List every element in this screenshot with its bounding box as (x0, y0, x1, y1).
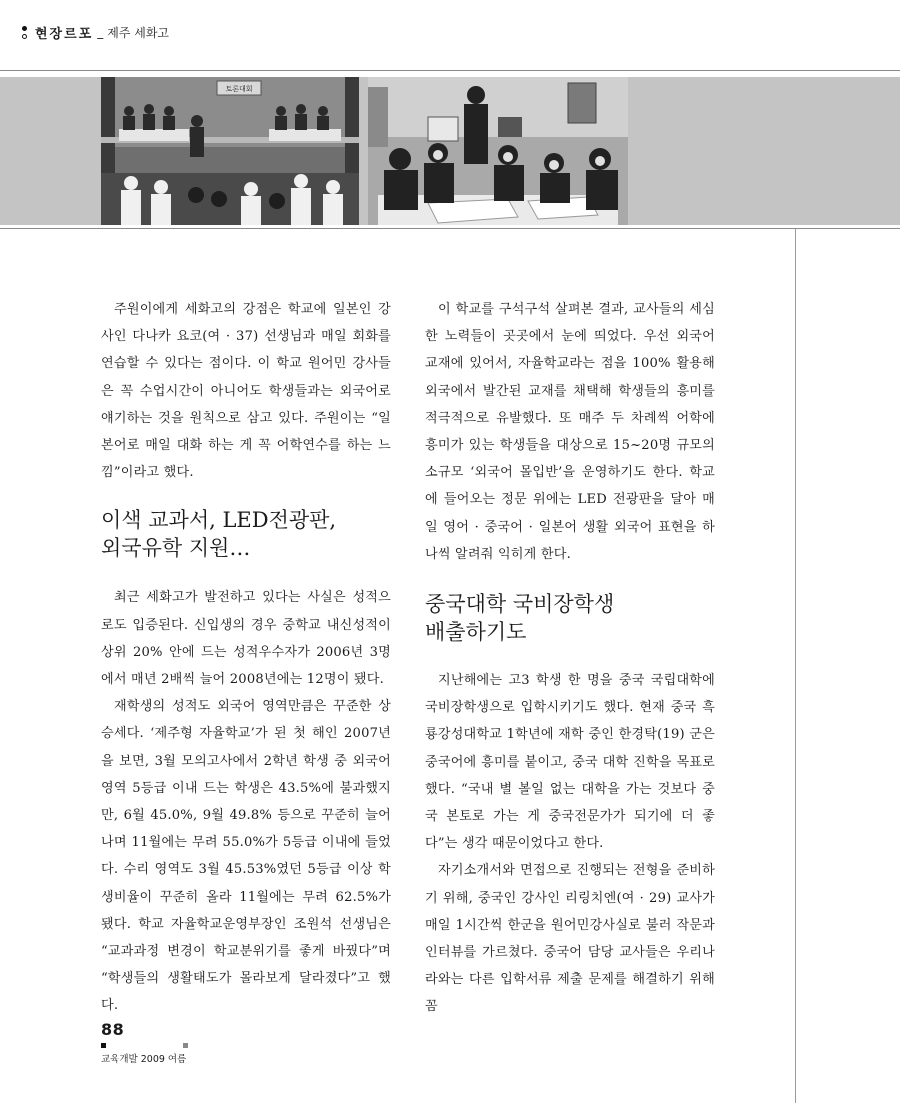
left-subheading (101, 506, 391, 562)
right-paragraph-2: 지난해에는 고3 학생 한 명을 중국 국립대학에 국비장학생으로 입학시키기도 했다. 현재 중국 흑룡강성대학교 1학년에 재학 중인 한경탁(19) 군은 중국어에 흥미를 붙이고, 중국 대학 진학을 목표로 했다. “국내 별 볼일 없는 대학을 가는 것보다 중국 본토로 가는 게 중국전문가가 되기에 더 좋다”는 생각 때문이었다고 한다. (425, 673, 715, 852)
right-paragraph-3: 자기소개서와 면접으로 진행되는 전형을 준비하기 위해, 중국인 강사인 리링치엔(여 · 29) 교사가 매일 1시간씩 한군을 원어민강사실로 불러 작문과 인터뷰를 가르쳤다. 중국어 담당 교사들은 우리나라와는 다른 입학서류 제출 문제를 해결하기 위해 꼼 (425, 863, 715, 1015)
section-label: 현장르포 (35, 26, 94, 42)
right-paragraph-1: 이 학교를 구석구석 살펴본 결과, 교사들의 세심한 노력들이 곳곳에서 눈에 띄었다. 우선 외국어 교재에 있어서, 자율학교라는 점을 100% 활용해 외국에서 발간된 교재를 채택해 학생들의 흥미를 적극적으로 유발했다. 또 매주 두 차례씩 어학에 흥미가 있는 학생들을 대상으로 15~20명 규모의 소규모 ‘외국어 몰입반’을 운영하기도 한다. 학교에 들어오는 정문 위에는 LED 전광판을 달아 매일 영어 · 중국어 · 일본어 생활 외국어 표현을 하나씩 알려줘 익히게 한다. (425, 302, 715, 562)
classroom-photo (368, 77, 628, 225)
right-subheading-line1: 중국대학 국비장학생 (425, 592, 615, 617)
margin-rule (795, 229, 796, 1103)
right-subheading (425, 590, 715, 646)
left-paragraph-2: 최근 세화고가 발전하고 있다는 사실은 성적으로도 입증된다. 신입생의 경우 중학교 내신성적이 상위 20% 안에 드는 성적우수자가 2006년 3명에서 매년 2배씩 늘어 2008년에는 12명이 됐다. (101, 590, 391, 688)
footer-marks (101, 1043, 191, 1051)
left-paragraph-1: 주원이에게 세화고의 강점은 학교에 일본인 강사인 다나카 요코(여 · 37) 선생님과 매일 회화를 연습할 수 있다는 점이다. 이 학교 원어민 강사들은 꼭 수업시간이 아니어도 학생들과는 외국어로 얘기하는 것을 원칙으로 삼고 있다. 주원이는 “일본어로 매일 대화 하는 게 꼭 어학연수를 하는 느낌”이라고 했다. (101, 302, 391, 481)
topic-label: 제주 세화고 (107, 25, 170, 40)
right-column (425, 296, 715, 1021)
left-subheading-line1: 이색 교과서, LED전광판, (101, 508, 337, 533)
header-separator: _ (97, 25, 104, 39)
right-subheading-line2: 배출하기도 (425, 620, 527, 645)
debate-photo (101, 77, 359, 225)
left-paragraph-3: 재학생의 성적도 외국어 영역만큼은 꾸준한 상승세다. ‘제주형 자율학교’가 된 첫 해인 2007년을 보면, 3월 모의고사에서 2학년 학생 중 외국어영역 5등급 이내 드는 학생은 43.5%에 불과했지만, 6월 45.0%, 9월 49.8% 등으로 꾸준히 늘어나며 11월에는 무려 55.0%가 5등급 이내에 들었다. 수리 영역도 3월 45.53%였던 5등급 이상 학생비율이 꾸준히 올라 11월에는 무려 62.5%가 됐다. 학교 자율학교운영부장인 조원석 선생님은 “교과과정 변경이 학교분위기를 좋게 바꿨다”며 “학생들의 생활태도가 몰라보게 달라졌다”고 했다. (101, 699, 391, 1014)
publication-name: 교육개발 2009 여름 (101, 1054, 187, 1065)
top-rule (0, 70, 900, 71)
left-column (101, 296, 391, 1020)
band-rule (0, 228, 900, 229)
left-subheading-line2: 외국유학 지원… (101, 536, 251, 561)
running-header (22, 18, 169, 46)
page-number: 88 (101, 1020, 125, 1039)
banner-text: 토론대회 (225, 85, 253, 93)
footer-square-icon (183, 1043, 188, 1048)
bullet-dots-icon (22, 26, 27, 39)
footer-square-icon (101, 1043, 106, 1048)
page-footer (101, 1020, 191, 1065)
